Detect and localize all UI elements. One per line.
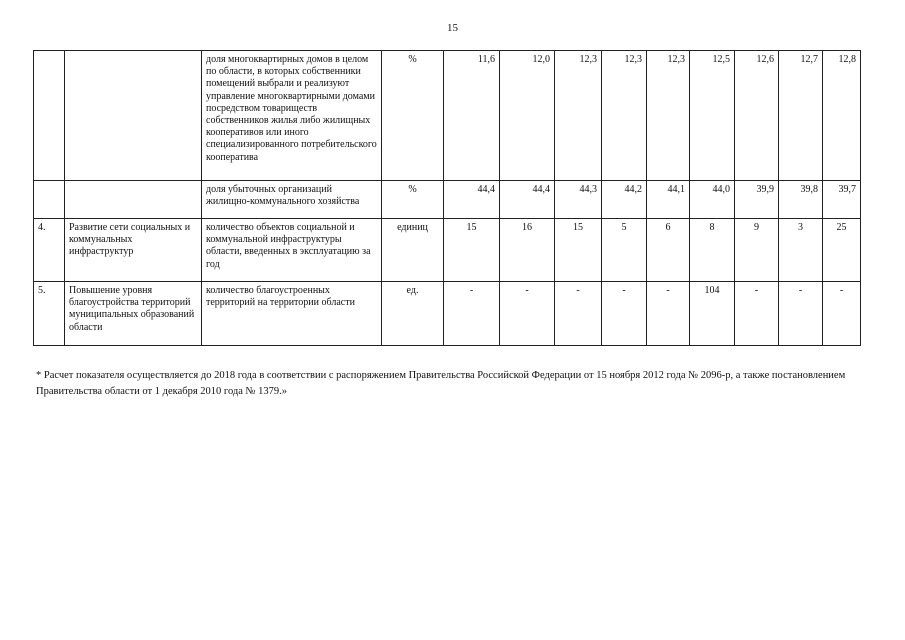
value-cell: 5 <box>602 219 647 282</box>
value-cell: 39,8 <box>779 181 823 219</box>
value-cell: 15 <box>555 219 602 282</box>
indicator-cell: количество благоустроенных территорий на территории области <box>202 282 382 346</box>
footnote: * Расчет показателя осуществляется до 2018 года в соответствии с распоряжением Правительства Российской Федерации от 15 ноября 2012 года № 2096-р, а также постановлением Правительства области от 1 декабря 2010 года № 1379.» <box>36 370 846 398</box>
value-cell: 9 <box>735 219 779 282</box>
program-cell <box>65 181 202 219</box>
value-cell: 44,0 <box>690 181 735 219</box>
value-cell: - <box>602 282 647 346</box>
row-number-cell: 4. <box>34 219 65 282</box>
value-cell: 3 <box>779 219 823 282</box>
value-cell: 11,6 <box>444 51 500 181</box>
indicator-cell: количество объектов социальной и коммунальной инфраструктуры области, введенных в эксплуатацию за год <box>202 219 382 282</box>
value-cell: 44,2 <box>602 181 647 219</box>
unit-cell: ед. <box>382 282 444 346</box>
value-cell: 12,5 <box>690 51 735 181</box>
value-cell: 16 <box>500 219 555 282</box>
value-cell: - <box>555 282 602 346</box>
program-cell: Развитие сети социальных и коммунальных инфраструктур <box>65 219 202 282</box>
value-cell: 12,3 <box>647 51 690 181</box>
value-cell: 44,3 <box>555 181 602 219</box>
value-cell: 39,7 <box>823 181 861 219</box>
indicators-table <box>33 50 861 346</box>
value-cell: 104 <box>690 282 735 346</box>
value-cell: 6 <box>647 219 690 282</box>
unit-cell: % <box>382 181 444 219</box>
indicator-cell: доля убыточных организаций жилищно-коммунального хозяйства <box>202 181 382 219</box>
table-row <box>34 219 861 282</box>
value-cell: - <box>823 282 861 346</box>
indicator-cell: доля многоквартирных домов в целом по области, в которых собственники помещений выбрали и реализуют управление многоквартирными домами посредством товариществ собственников жилья либо жилищных кооперативов или иного специализированного потребительского кооператива <box>202 51 382 181</box>
unit-cell: единиц <box>382 219 444 282</box>
value-cell: 25 <box>823 219 861 282</box>
table-row <box>34 51 861 181</box>
unit-cell: % <box>382 51 444 181</box>
value-cell: 39,9 <box>735 181 779 219</box>
page-number: 15 <box>447 22 458 34</box>
value-cell: 12,3 <box>555 51 602 181</box>
value-cell: 12,8 <box>823 51 861 181</box>
value-cell: - <box>735 282 779 346</box>
value-cell: 12,7 <box>779 51 823 181</box>
table-row <box>34 282 861 346</box>
value-cell: 12,0 <box>500 51 555 181</box>
program-cell <box>65 51 202 181</box>
value-cell: - <box>779 282 823 346</box>
value-cell: 44,4 <box>444 181 500 219</box>
program-cell: Повышение уровня благоустройства территорий муниципальных образований области <box>65 282 202 346</box>
row-number-cell <box>34 181 65 219</box>
row-number-cell <box>34 51 65 181</box>
value-cell: 8 <box>690 219 735 282</box>
row-number-cell: 5. <box>34 282 65 346</box>
value-cell: - <box>500 282 555 346</box>
value-cell: 44,1 <box>647 181 690 219</box>
value-cell: 15 <box>444 219 500 282</box>
value-cell: 12,3 <box>602 51 647 181</box>
value-cell: - <box>647 282 690 346</box>
value-cell: 44,4 <box>500 181 555 219</box>
table-row <box>34 181 861 219</box>
value-cell: 12,6 <box>735 51 779 181</box>
value-cell: - <box>444 282 500 346</box>
